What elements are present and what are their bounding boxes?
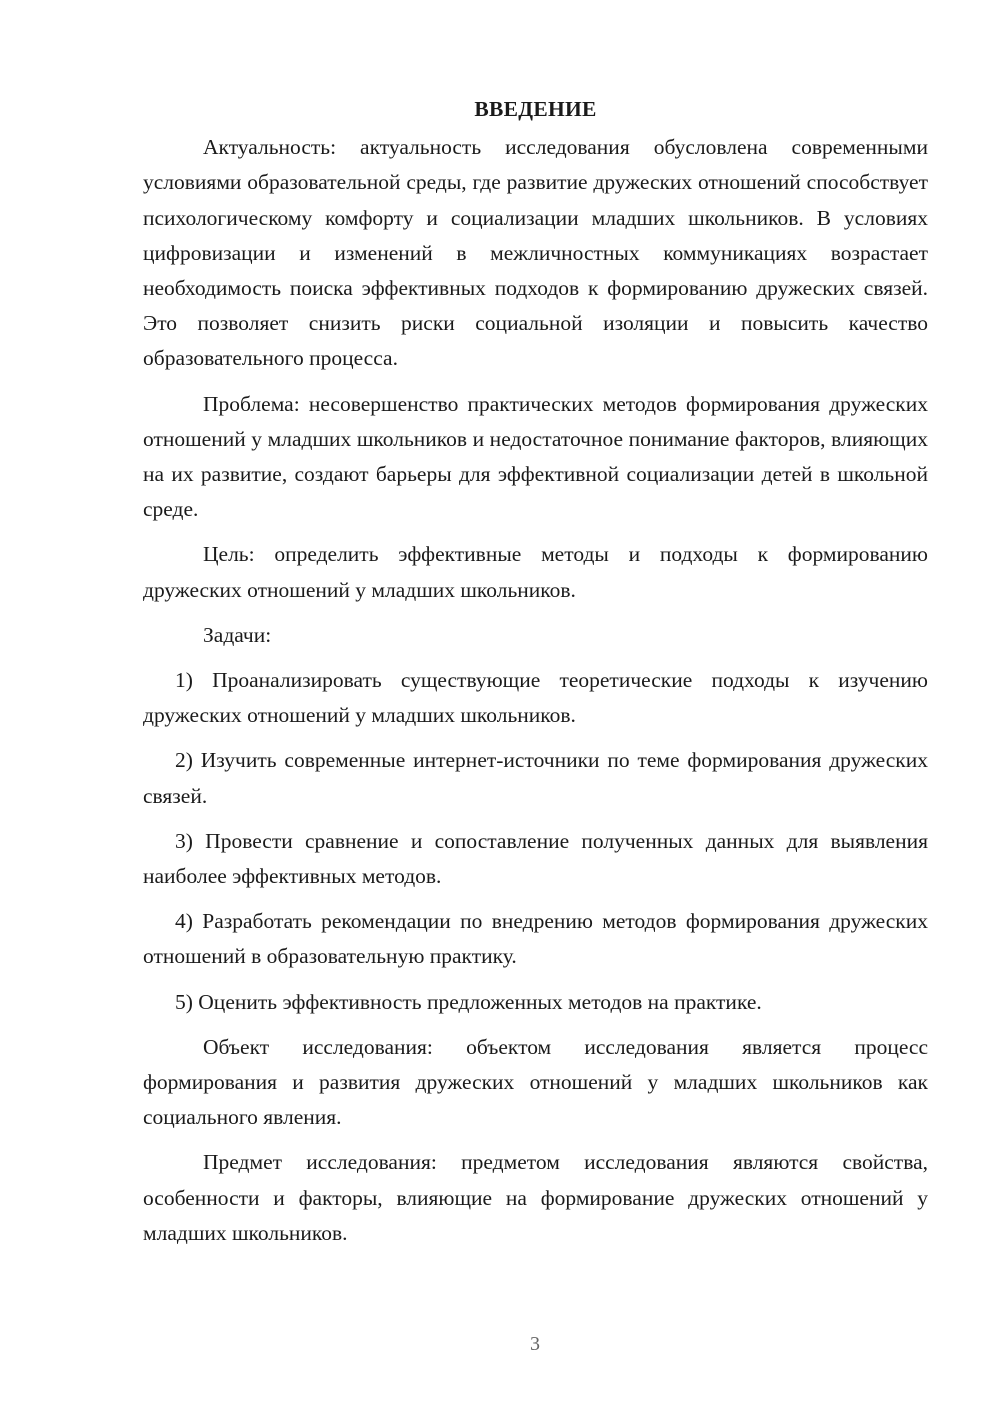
object-paragraph: Объект исследования: объектом исследования является процесс формирования и развития дружеских отношений у младших школьников как социального явления. bbox=[143, 1034, 928, 1130]
task-item-1: 1) Проанализировать существующие теоретические подходы к изучению дружеских отношений у младших школьников. bbox=[143, 668, 928, 728]
subject-paragraph: Предмет исследования: предметом исследования являются свойства, особенности и факторы, влияющие на формирование дружеских отношений у младших школьников. bbox=[143, 1150, 928, 1245]
section-title: ВВЕДЕНИЕ bbox=[474, 97, 597, 121]
task-item-5: 5) Оценить эффективность предложенных методов на практике. bbox=[175, 989, 762, 1014]
page-number: 3 bbox=[530, 1333, 540, 1355]
tasks-heading: Задачи: bbox=[203, 622, 272, 647]
problem-paragraph: Проблема: несовершенство практических методов формирования дружеских отношений у младших школьников и недостаточное понимание факторов, влияющих на их развитие, создают барьеры для эффективной социализации детей в школьной среде. bbox=[143, 391, 928, 522]
task-item-2: 2) Изучить современные интернет-источники по теме формирования дружеских связей. bbox=[143, 748, 928, 808]
relevance-paragraph: Актуальность: актуальность исследования обусловлена современными условиями образовательной среды, где развитие дружеских отношений способствует психологическому комфорту и социализации младших школьников. В условиях цифровизации и изменений в межличностных коммуникациях возрастает необходимость поиска эффективных подходов к формированию дружеских связей. Это позволяет снизить риски социальной изоляции и повысить качество образовательного процесса. bbox=[143, 135, 928, 371]
page-content bbox=[143, 92, 928, 1251]
task-item-3: 3) Провести сравнение и сопоставление полученных данных для выявления наиболее эффективных методов. bbox=[143, 828, 928, 889]
task-item-4: 4) Разработать рекомендации по внедрению методов формирования дружеских отношений в образовательную практику. bbox=[143, 909, 928, 969]
goal-paragraph: Цель: определить эффективные методы и подходы к формированию дружеских отношений у младших школьников. bbox=[143, 542, 928, 602]
